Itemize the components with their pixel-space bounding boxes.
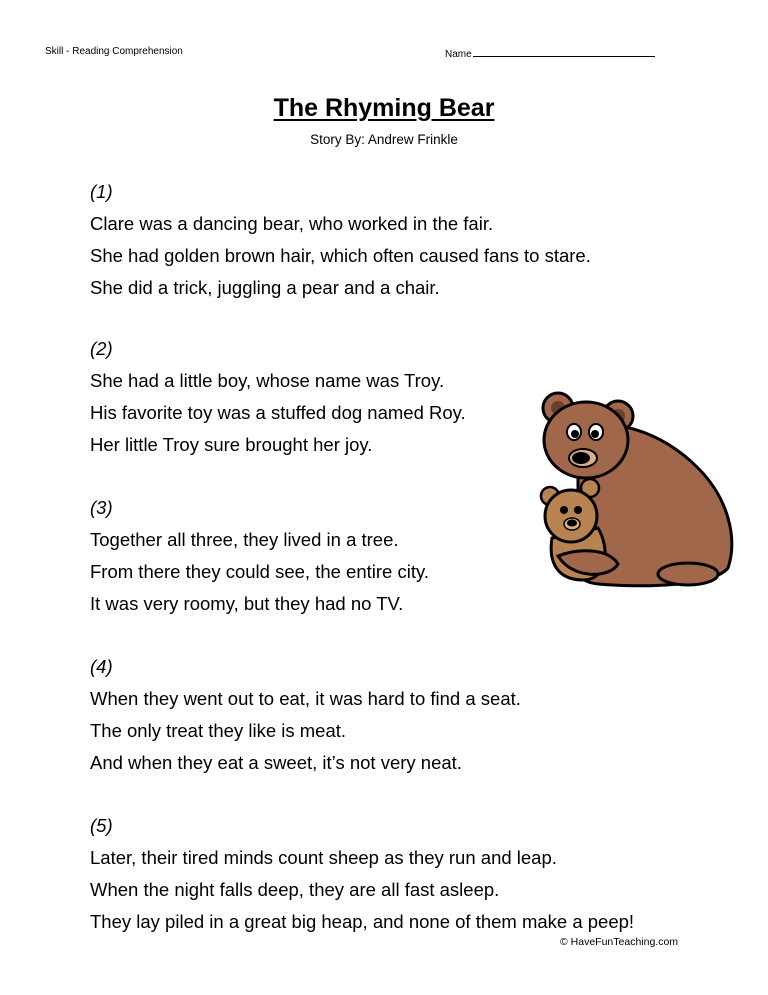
stanza-line: Together all three, they lived in a tree. <box>90 529 399 550</box>
bear-mother-and-cub-illustration <box>538 388 738 588</box>
cub-bear-nose <box>567 520 577 527</box>
name-blank-line[interactable] <box>473 46 655 57</box>
stanza-line: The only treat they like is meat. <box>90 720 347 741</box>
mother-bear-nose <box>572 452 590 464</box>
skill-label: Skill - Reading Comprehension <box>45 46 183 57</box>
stanza-line: When they went out to eat, it was hard to find a seat. <box>90 688 521 709</box>
stanza-line: His favorite toy was a stuffed dog named Roy. <box>90 402 466 423</box>
stanza-number: (2) <box>90 338 113 359</box>
worksheet-title: The Rhyming Bear <box>273 94 495 122</box>
stanza-line: Her little Troy sure brought her joy. <box>90 434 373 455</box>
stanza-line: Later, their tired minds count sheep as they run and leap. <box>90 847 557 868</box>
author-byline: Story By: Andrew Frinkle <box>310 132 458 147</box>
name-label: Name <box>445 49 472 60</box>
stanza-number: (3) <box>90 497 113 518</box>
stanza-line: It was very roomy, but they had no TV. <box>90 593 404 614</box>
stanza-line: From there they could see, the entire city. <box>90 561 429 582</box>
stanza-line: She had a little boy, whose name was Troy. <box>90 370 445 391</box>
stanza-line: They lay piled in a great big heap, and none of them make a peep! <box>90 911 635 932</box>
cub-bear-head <box>545 490 597 542</box>
stanza-number: (1) <box>90 181 113 202</box>
stanza-number: (4) <box>90 656 113 677</box>
name-field[interactable] <box>445 46 655 60</box>
stanza-line: Clare was a dancing bear, who worked in the fair. <box>90 213 494 234</box>
stanza-5 <box>90 810 634 938</box>
cub-bear-eye <box>574 506 582 514</box>
stanza-line: She had golden brown hair, which often caused fans to stare. <box>90 245 591 266</box>
stanza-line: And when they eat a sweet, it’s not very neat. <box>90 752 462 773</box>
copyright-footer: © HaveFunTeaching.com <box>560 936 679 948</box>
cub-bear-eye <box>560 506 568 514</box>
mother-bear-foot <box>658 563 718 585</box>
stanza-1 <box>90 176 591 304</box>
stanza-2 <box>90 333 466 461</box>
stanza-line: She did a trick, juggling a pear and a chair. <box>90 277 440 298</box>
stanza-line: When the night falls deep, they are all fast asleep. <box>90 879 500 900</box>
stanza-number: (5) <box>90 815 113 836</box>
stanza-3 <box>90 492 429 620</box>
stanza-4 <box>90 651 521 779</box>
